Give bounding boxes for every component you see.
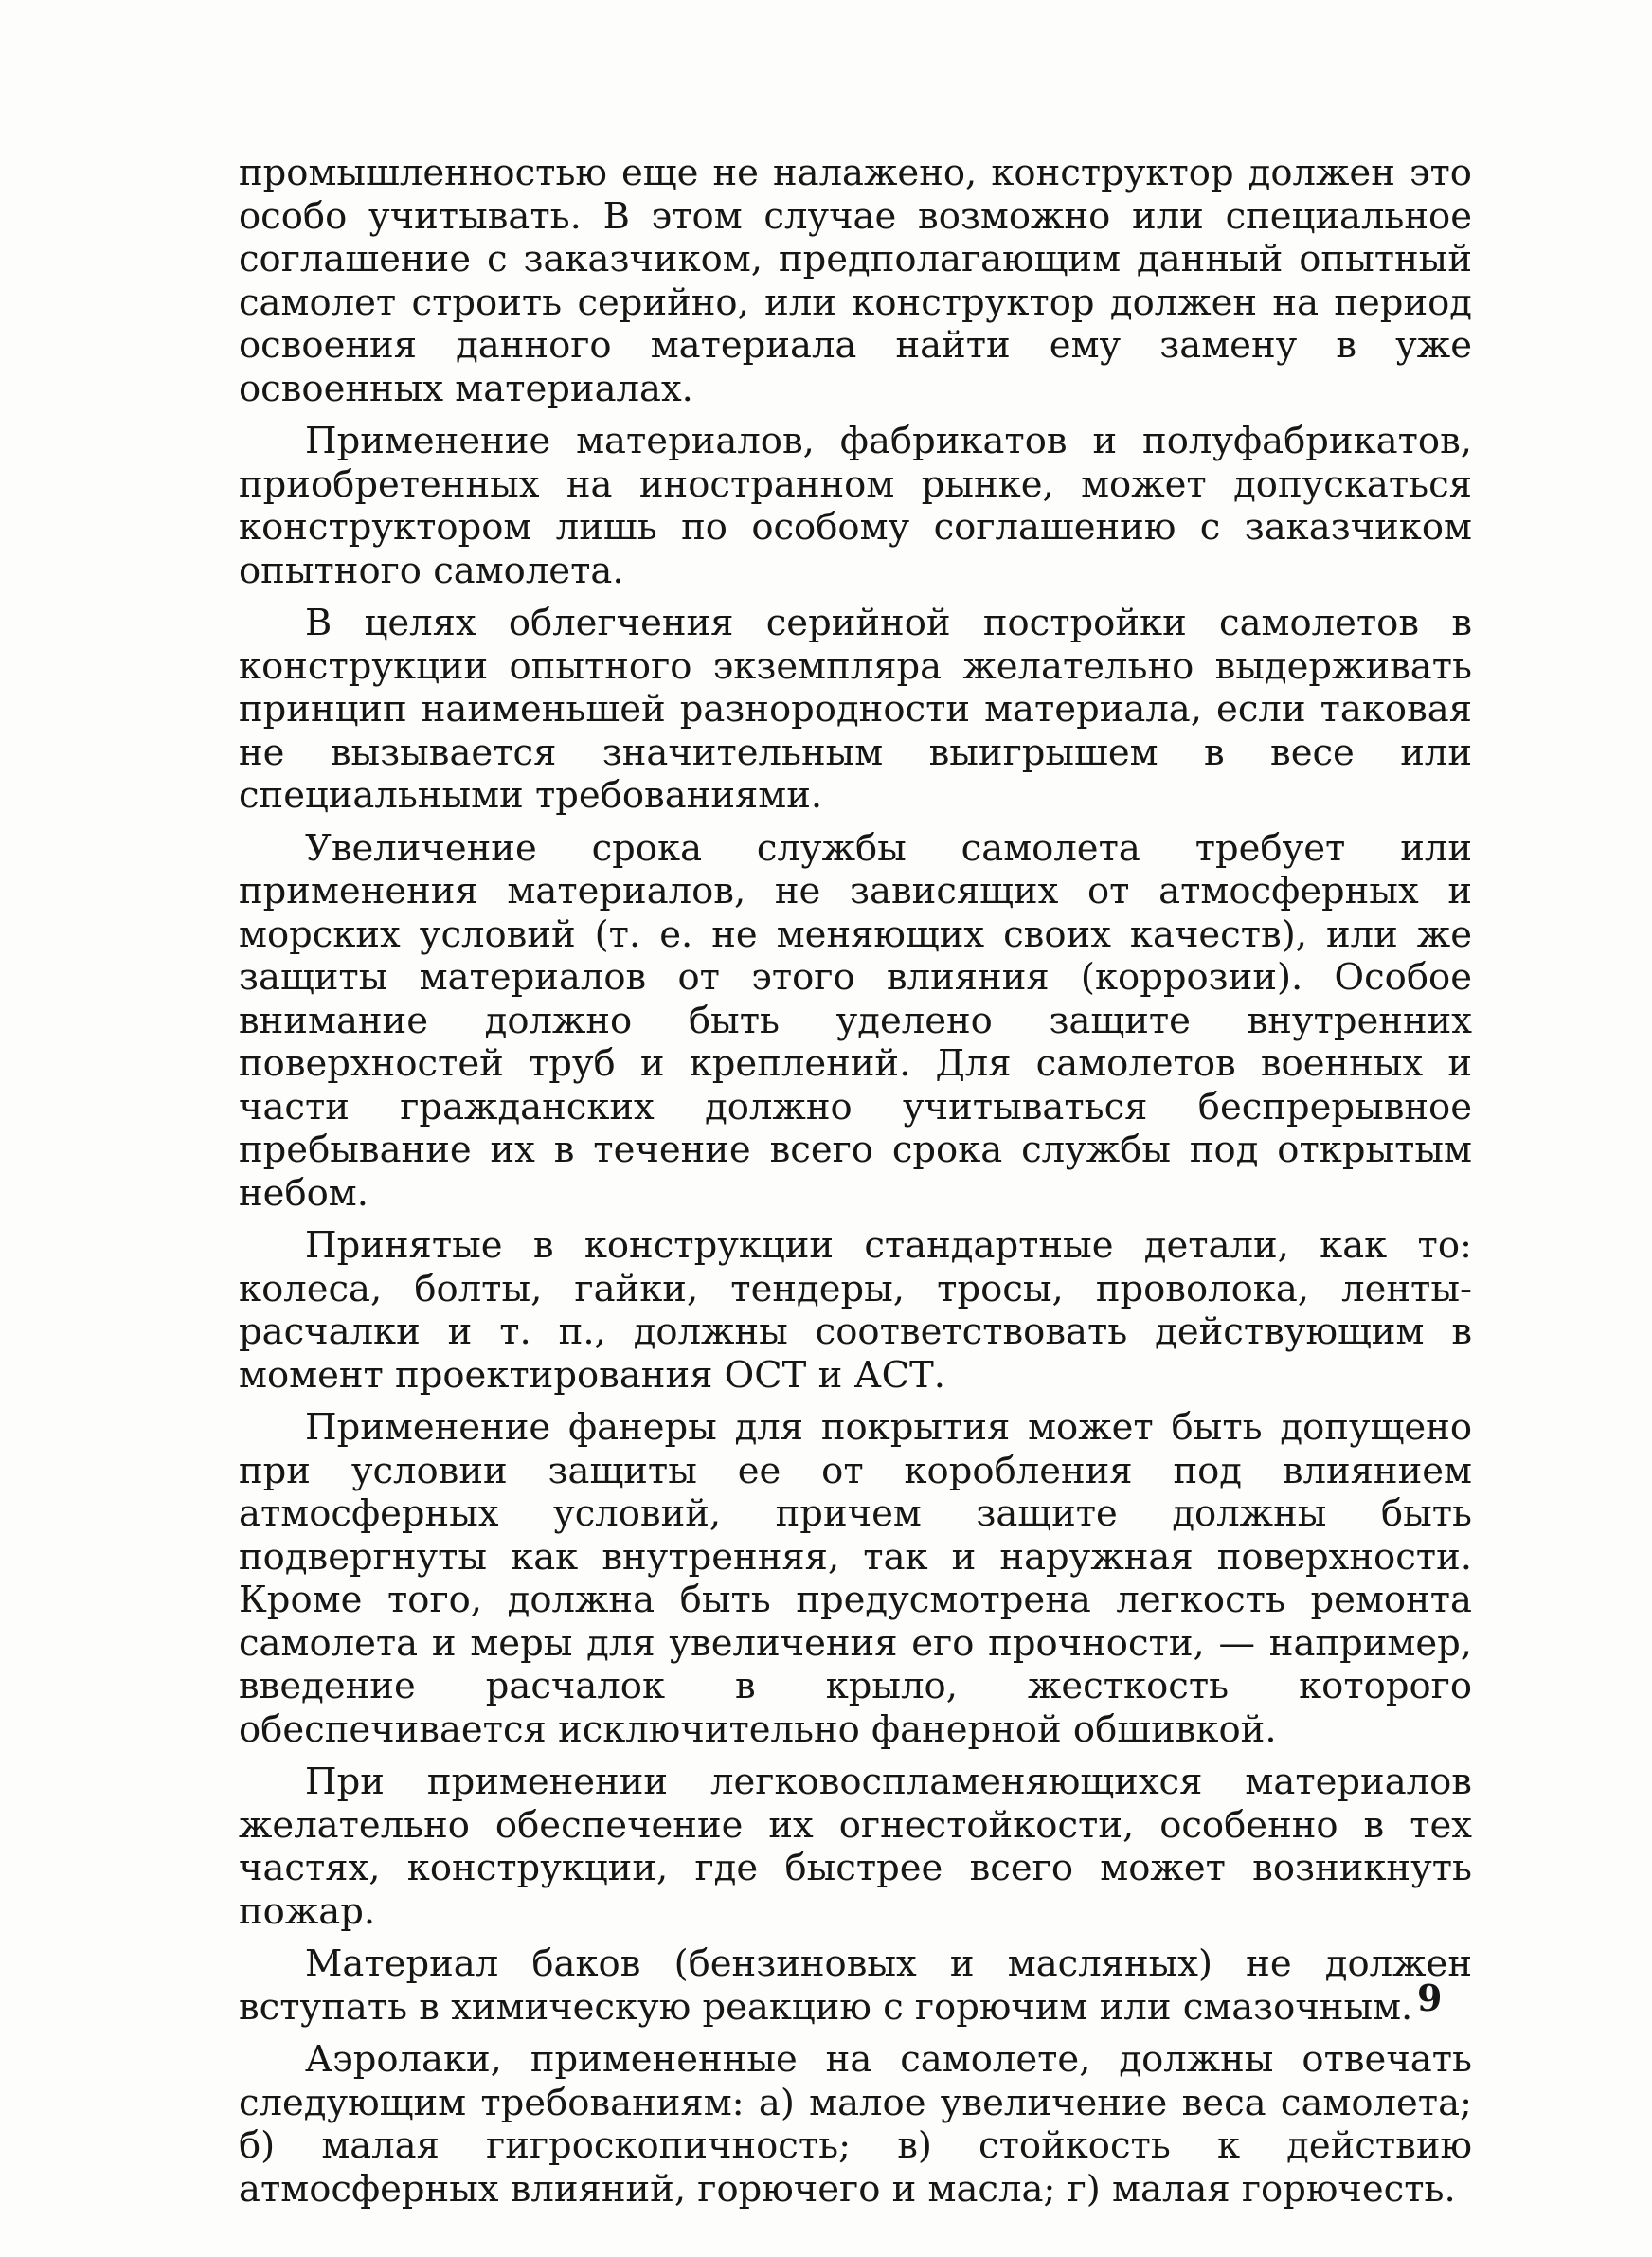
paragraph-aero-lacquers: Аэролаки, примененные на самолете, должны отвечать следующим требованиям: а) малое увеличение веса самолета; б) малая гигроскопичность; в) стойкость к действию атмосферных влияний, горючего и масла; г) малая горючесть. <box>239 2038 1472 2211</box>
paragraph-foreign-materials: Применение материалов, фабрикатов и полуфабрикатов, приобретенных на иностранном рынке, может допускаться конструктором лишь по особому соглашению с заказчиком опытного самолета. <box>239 420 1472 592</box>
paragraph-plywood: Применение фанеры для покрытия может быть допущено при условии защиты ее от коробления под влиянием атмосферных условий, причем защите должны быть подвергнуты как внутренняя, так и наружная поверхности. Кроме того, должна быть предусмотрена легкость ремонта самолета и меры для увеличения его прочности, — например, введение расчалок в крыло, жесткость которого обеспечивается исключительно фанерной обшивкой. <box>239 1406 1472 1751</box>
body-text <box>239 152 1472 2220</box>
paragraph-service-life: Увеличение срока службы самолета требует или применения материалов, не зависящих от атмосферных и морских условий (т. е. не меняющих своих качеств), или же защиты материалов от этого влияния (коррозии). Особое внимание должно быть уделено защите внутренних поверхностей труб и креплений. Для самолетов военных и части гражданских должно учитываться беспрерывное пребывание их в течение всего срока службы под открытым небом. <box>239 826 1472 1215</box>
paragraph-continuation: промышленностью еще не налажено, конструктор должен это особо учитывать. В этом случае возможно или специальное соглашение с заказчиком, предполагающим данный опытный самолет строить серийно, или конструктор должен на период освоения данного материала найти ему замену в уже освоенных материалах. <box>239 152 1472 410</box>
paragraph-fire-resistance: При применении легковоспламеняющихся материалов желательно обеспечение их огнестойкости, особенно в тех частях, конструкции, где быстрее всего может возникнуть пожар. <box>239 1760 1472 1933</box>
paragraph-tanks: Материал баков (бензиновых и масляных) не должен вступать в химическую реакцию с горючим или смазочным. <box>239 1942 1472 2029</box>
paragraph-serial-construction: В целях облегчения серийной постройки самолетов в конструкции опытного экземпляра желательно выдерживать принцип наименьшей разнородности материала, если таковая не вызывается значительным выигрышем в весе или специальными требованиями. <box>239 602 1472 817</box>
page-number: 9 <box>1417 1977 1443 2019</box>
paragraph-standard-parts: Принятые в конструкции стандартные детали, как то: колеса, болты, гайки, тендеры, тросы, проволока, ленты-расчалки и т. п., должны соответствовать действующим в момент проектирования ОСТ и АСТ. <box>239 1224 1472 1397</box>
